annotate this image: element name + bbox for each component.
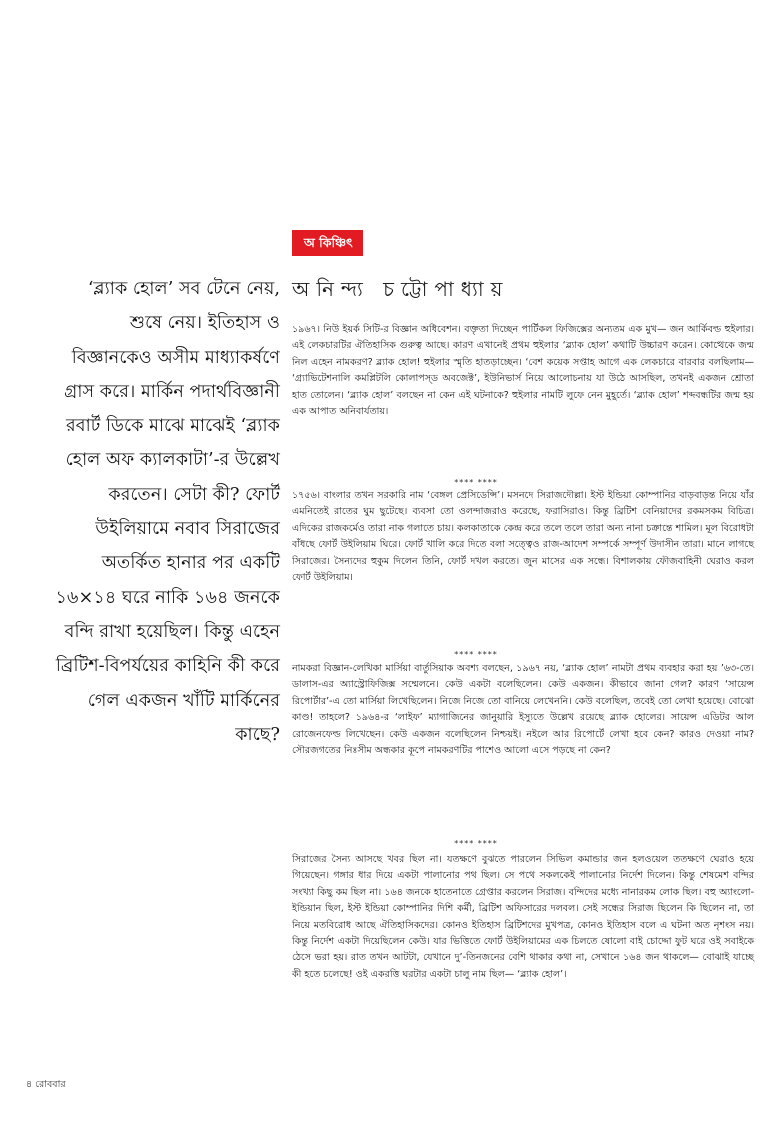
section-separator: **** **** <box>454 478 498 487</box>
body-paragraph: সিরাজের সৈন্য আসছে খবর ছিল না। যতক্ষণে বুঝতে পারলেন সিভিল কমান্ডার জন হলওয়েল ততক্ষণে ঘেরাও হয়ে গিয়েছেন। গঙ্গার ধার দিয়ে একটা পালানোর পথ ছিল। সে পথে সকলকেই পালানোর নির্দেশ দিলেন। কিন্তু শেষমেশ বন্দির সংখ্যা কিছু কম ছিল না। ১৬৪ জনকে হাতেনাতে গ্রেপ্তার করলেন সিরাজ। বন্দিদের মধ্যে নানারকম লোক ছিল। বহু অ্যাংলো-ইন্ডিয়ান ছিল, ইস্ট ইন্ডিয়া কোম্পানির দিশি কর্মী, ব্রিটিশ অফিসারের দলবল। সেই সন্ধের সিরাজ ছিলেন কি ছিলেন না, তা নিয়ে মতবিরোধ আছে ঐতিহাসিকদের। কোনও ইতিহাস ব্রিটিশদের মুখপত্র, কোনও ইতিহাস বলে এ ঘটনা অত নৃশংস নয়। কিন্তু নির্দেশ একটা দিয়েছিলেন কেউ। যার ভিত্তিতে ফোর্ট উইলিয়ামের এক চিলতে ষোলো বাই চোদ্দো ফুট ঘরে ওই সবাইকে ঠেসে ভরা হয়। রাত তখন আটটা, যেখানে দু’-তিনজনের বেশি থাকার কথা না, সেখানে ১৬৪ জন থাকলে— বোঝাই যাচ্ছে কী হতে চলেছে! ওই একরত্তি ঘরটার একটা চালু নাম ছিল— ‘ব্ল্যাক হোল’। <box>292 854 754 980</box>
pull-quote: ‘ব্ল্যাক হোল’ সব টেনে নেয়, শুষে নেয়। ইতিহাস ও বিজ্ঞানকেও অসীম মাধ্যাকর্ষণে গ্রাস করে। মার্কিন পদার্থবিজ্ঞানী রবার্ট ডিকে মাঝে মাঝেই ‘ব্ল্যাক হোল অফ ক্যালকাটা’-র উল্লেখ করতেন। সেটা কী? ফোর্ট উইলিয়ামে নবাব সিরাজের অতর্কিত হানার পর একটি ১৬×১৪ ঘরে নাকি ১৬৪ জনকে বন্দি রাখা হয়েছিল। কিন্তু এহেন ব্রিটিশ-বিপর্যয়ের কাহিনি কী করে গেল একজন খাঁটি মার্কিনের কাছে? <box>55 279 280 745</box>
section-tag: অ কিঞ্চিৎ <box>292 230 363 256</box>
author-byline: অনিন্দ্য চট্টোপাধ্যায় <box>292 277 510 301</box>
body-paragraph: নামকরা বিজ্ঞান-লেখিকা মার্সিয়া বার্তুসিয়াক অবশ্য বলছেন, ১৯৬৭ নয়, ‘ব্ল্যাক হোল’ নামটা প্রথম ব্যবহার করা হয় ’৬৩-তে। ডালাস-এর অ্যাস্ট্রোফিজিক্স সম্মেলনে। কেউ একটা বলেছিলেন। কেউ একজন। কীভাবে জানা গেল? কারণ ‘সায়েন্স রিপোর্টার’-এ তো মার্সিয়া লিখেছিলেন। নিজে নিজে তো বানিয়ে লেখেননি। কেউ বলেছিল, তবেই তো লেখা হয়েছে। বোঝো কাণ্ড! তাহলে? ১৯৬৪-র ‘লাইফ’ ম্যাগাজিনের জানুয়ারি ইস্যুতে উল্লেখ রয়েছে ব্ল্যাক হোলের। সায়েন্স এডিটর আল রোজেনফেল্ড লিখেছেন। কেউ একজন বলেছিলেন নিশ্চয়ই। নইলে আর রিপোর্টে লেখা হবে কেন? কারও দেওয়া নাম? সৌরজগতের নিঃসীম অন্ধকার কূপে নামকরণটির পাশেও আলো এসে পড়ছে না কেন? <box>292 663 754 757</box>
page-footer: ৪ রোববার <box>26 1079 66 1090</box>
section-separator: **** **** <box>454 839 498 848</box>
body-paragraph: ১৯৬৭। নিউ ইয়র্ক সিটি-র বিজ্ঞান অধিবেশন। বক্তৃতা দিচ্ছেন পার্টিকল ফিজিক্সের অন্যতম এক মুখ— জন আর্কিবল্ড হুইলার। এই লেকচারটির ঐতিহাসিক গুরুত্ব আছে। কারণ এখানেই প্রথম হুইলার ‘ব্ল্যাক হোল’ কথাটি উচ্চারণ করেন। কোত্থেকে জন্ম নিল এহেন নামকরণ? ব্ল্যাক হোল! হুইলার স্মৃতি হাতড়াচ্ছেন। ‘বেশ কয়েক সপ্তাহ আগে এক লেকচারে বারবার বলছিলাম— ‘গ্র্যাভিটেশনালি কমপ্লিটলি কোলাপস্‌ড অবজেক্ট’, ইউনিভার্স নিয়ে আলোচনায় যা উঠে আসছিল, তখনই একজন শ্রোতা হাত তোলেন। ‘ব্ল্যাক হোল’ বলছেন না কেন এই ঘটনাকে? হুইলার নামটি লুফে নেন মুহূর্তে। ‘ব্ল্যাক হোল’ শব্দবন্ধটির জন্ম হয় এক আপাত অনিবার্যতায়। <box>292 324 754 418</box>
body-paragraph: ১৭৫৬। বাংলার তখন সরকারি নাম ‘বেঙ্গল প্রেসিডেন্সি’। মসনদে সিরাজদৌল্লা। ইস্ট ইন্ডিয়া কোম্পানির বাড়বাড়ন্ত নিয়ে যাঁর এমনিতেই রাতের ঘুম ছুটেছে। ব্যবসা তো ওলন্দাজরাও করেছে, ফরাসিরাও। কিন্তু ব্রিটিশ বেনিয়াদের রকমসকম বিচিত্র। এদিকের রাজকর্মেও তারা নাক গলাতে চায়। কলকাতাকে কেন্দ্র করে তলে তলে তারা অন্য নানা চক্রান্তে শামিল। মূল বিরোধটা বাঁধছে ফোর্ট উইলিয়াম ঘিরে। ফোর্ট খালি করে দিতে বলা সত্ত্বেও রাজ-আদেশ সম্পর্কে সম্পূর্ণ উদাসীন তারা। মানে লাগছে সিরাজের। সৈন্যদের হুকুম দিলেন তিনি, ফোর্ট দখল করতে। জুন মাসের এক সন্ধে। বিশালকায় ফৌজবাহিনী ঘেরাও করল ফোর্ট উইলিয়াম। <box>292 490 754 584</box>
section-separator: **** **** <box>454 650 498 659</box>
